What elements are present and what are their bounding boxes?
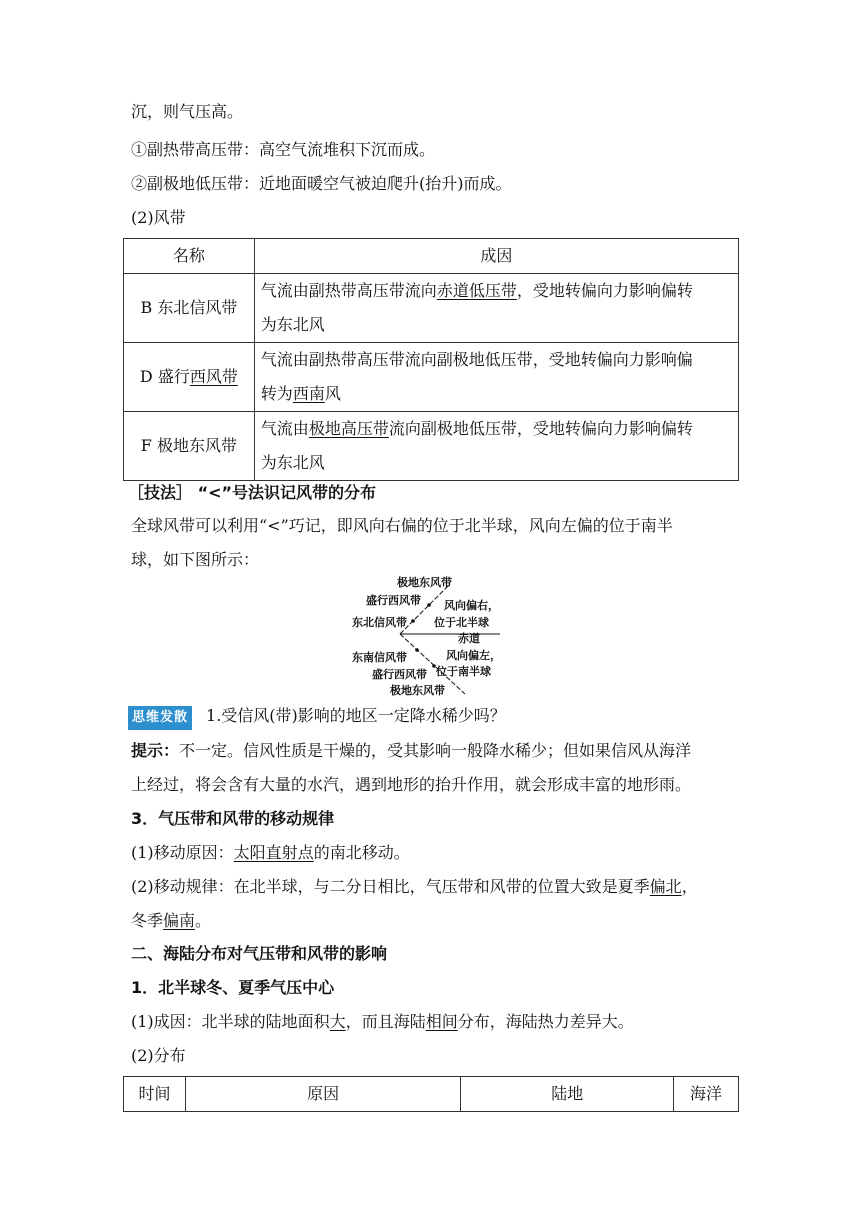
- wind-belt-diagram: [340, 572, 530, 700]
- think-badge: 思维发散: [128, 706, 192, 730]
- belt-name: F 极地东风带: [124, 412, 255, 481]
- text-line: (2)移动规律：在北半球，与二分日相比，气压带和风带的位置大致是夏季偏北，: [131, 877, 698, 896]
- text-line: (1)移动原因：太阳直射点的南北移动。: [131, 843, 410, 862]
- think-question-line: [128, 705, 506, 730]
- table-row: [124, 274, 739, 343]
- text-line: ②副极地低压带：近地面暖空气被迫爬升(抬升)而成。: [131, 174, 512, 193]
- hint-label: 提示：: [131, 741, 180, 760]
- table-header-time: 时间: [124, 1077, 186, 1112]
- table-row: [124, 343, 739, 412]
- belt-cause: 气流由副热带高压带流向副极地低压带，受地转偏向力影响偏 转为西南风: [254, 343, 738, 412]
- text-line: ①副热带高压带：高空气流堆积下沉而成。: [131, 140, 436, 159]
- belt-marker: [427, 603, 431, 607]
- label-se-trade: 东南信风带: [352, 651, 407, 664]
- table-header-name: 名称: [124, 239, 255, 274]
- wind-belt-table: [123, 238, 739, 481]
- label-westerlies-south: 盛行西风带: [372, 668, 427, 681]
- underlined-term: 相间: [425, 1012, 458, 1031]
- table-header-ocean: 海洋: [674, 1077, 739, 1112]
- table-header-land: 陆地: [461, 1077, 674, 1112]
- belt-marker: [415, 648, 419, 652]
- belt-cause: 气流由副热带高压带流向赤道低压带，受地转偏向力影响偏转 为东北风: [254, 274, 738, 343]
- text-line: (1)成因：北半球的陆地面积大，而且海陆相间分布，海陆热力差异大。: [131, 1012, 634, 1031]
- label-left-deflect: 风向偏左，: [446, 649, 501, 662]
- text-line: (2)风带: [131, 208, 186, 227]
- hint-line: 上经过，将会含有大量的水汽，遇到地形的抬升作用，就会形成丰富的地形雨。: [131, 775, 692, 794]
- label-westerlies-north: 盛行西风带: [366, 594, 421, 607]
- table-row: [124, 412, 739, 481]
- underlined-term: 西南: [292, 384, 325, 403]
- text-line: 沉，则气压高。: [131, 102, 244, 121]
- underlined-term: 极地高压带: [308, 419, 389, 438]
- table-header-cause: 成因: [254, 239, 738, 274]
- label-right-deflect: 风向偏右，: [444, 599, 499, 612]
- pressure-center-table: [123, 1076, 739, 1112]
- label-north-hemisphere: 位于北半球: [434, 616, 489, 629]
- underlined-term: 偏南: [163, 911, 196, 930]
- technique-text: 全球风带可以利用“<”巧记，即风向右偏的位于北半球，风向左偏的位于南半: [131, 516, 673, 535]
- label-ne-trade: 东北信风带: [352, 616, 407, 629]
- belt-marker: [411, 619, 415, 623]
- underlined-term: 大: [329, 1012, 346, 1031]
- hint-line: 提示：不一定。信风性质是干燥的，受其影响一般降水稀少；但如果信风从海洋: [131, 741, 692, 760]
- underlined-term: 太阳直射点: [233, 843, 314, 862]
- table-header-row: [124, 1077, 739, 1112]
- underlined-term: 偏北: [649, 877, 682, 896]
- subsection-heading: 1．北半球冬、夏季气压中心: [131, 978, 335, 997]
- label-polar-easterlies-north: 极地东风带: [397, 576, 452, 589]
- table-header-reason: 原因: [185, 1077, 461, 1112]
- label-polar-easterlies-south: 极地东风带: [390, 684, 445, 697]
- section-heading: 二、海陆分布对气压带和风带的影响: [131, 944, 388, 963]
- technique-text: 球，如下图所示：: [131, 550, 260, 569]
- underlined-term: 赤道低压带: [436, 281, 517, 300]
- text-line: 冬季偏南。: [131, 911, 212, 930]
- table-header-row: [124, 239, 739, 274]
- text-line: (2)分布: [131, 1046, 186, 1065]
- section-heading: 3．气压带和风带的移动规律: [131, 809, 335, 828]
- technique-title: ［技法］ “<”号法识记风带的分布: [128, 483, 377, 502]
- belt-name: B 东北信风带: [124, 274, 255, 343]
- belt-name: D 盛行西风带: [124, 343, 255, 412]
- label-equator: 赤道: [458, 632, 480, 645]
- label-south-hemisphere: 位于南半球: [436, 665, 491, 678]
- underlined-term: 西风带: [189, 367, 238, 386]
- belt-cause: 气流由极地高压带流向副极地低压带，受地转偏向力影响偏转 为东北风: [254, 412, 738, 481]
- think-question: 1.受信风(带)影响的地区一定降水稀少吗？: [206, 706, 506, 725]
